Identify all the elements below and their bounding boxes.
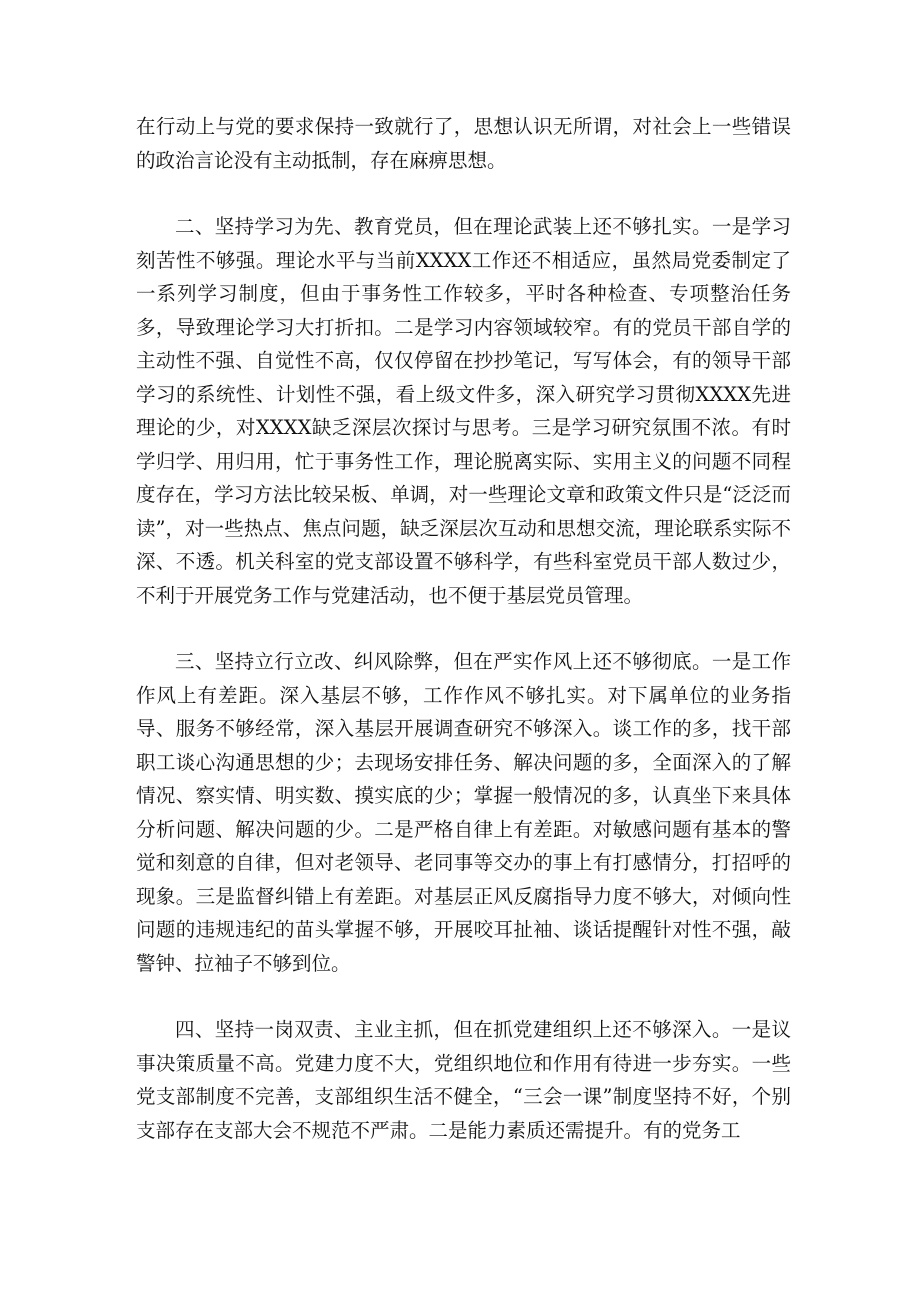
paragraph-section-three: 三、坚持立行立改、纠风除弊，但在严实作风上还不够彻底。一是工作作风上有差距。深入基层不够，工作作风不够扎实。对下属单位的业务指导、服务不够经常，深入基层开展调查研究不够深入。谈工作的多，找干部职工谈心沟通思想的少；去现场安排任务、解决问题的多，全面深入的了解情况、察实情、明实数、摸实底的少；掌握一般情况的多，认真坐下来具体分析问题、解决问题的少。二是严格自律上有差距。对敏感问题有基本的警觉和刻意的自律，但对老领导、老同事等交办的事上有打感情分，打招呼的现象。三是监督纠错上有差距。对基层正风反腐指导力度不够大，对倾向性问题的违规违纪的苗头掌握不够，开展咬耳扯袖、谈话提醒针对性不强，敲警钟、拉袖子不够到位。	[136, 650, 791, 975]
document-body	[136, 110, 791, 1180]
paragraph-section-four: 四、坚持一岗双责、主业主抓，但在抓党建组织上还不够深入。一是议事决策质量不高。党建力度不大，党组织地位和作用有待进一步夯实。一些党支部制度不完善，支部组织生活不健全，“三会一课”制度坚持不好，个别支部存在支部大会不规范不严肃。二是能力素质还需提升。有的党务工	[136, 1018, 791, 1142]
paragraph-continuation: 在行动上与党的要求保持一致就行了，思想认识无所谓，对社会上一些错误的政治言论没有主动抵制，存在麻痹思想。	[136, 115, 791, 172]
paragraph-section-two: 二、坚持学习为先、教育党员，但在理论武装上还不够扎实。一是学习刻苦性不够强。理论水平与当前XXXX工作还不相适应，虽然局党委制定了一系列学习制度，但由于事务性工作较多，平时各种检查、专项整治任务多，导致理论学习大打折扣。二是学习内容领域较窄。有的党员干部自学的主动性不强、自觉性不高，仅仅停留在抄抄笔记，写写体会，有的领导干部学习的系统性、计划性不强，看上级文件多，深入研究学习贯彻XXXX先进理论的少，对XXXX缺乏深层次探讨与思考。三是学习研究氛围不浓。有时学归学、用归用，忙于事务性工作，理论脱离实际、实用主义的问题不同程度存在，学习方法比较呆板、单调，对一些理论文章和政策文件只是“泛泛而读”，对一些热点、焦点问题，缺乏深层次互动和思想交流，理论联系实际不深、不透。机关科室的党支部设置不够科学，有些科室党员干部人数过少，不利于开展党务工作与党建活动，也不便于基层党员管理。	[136, 215, 791, 607]
